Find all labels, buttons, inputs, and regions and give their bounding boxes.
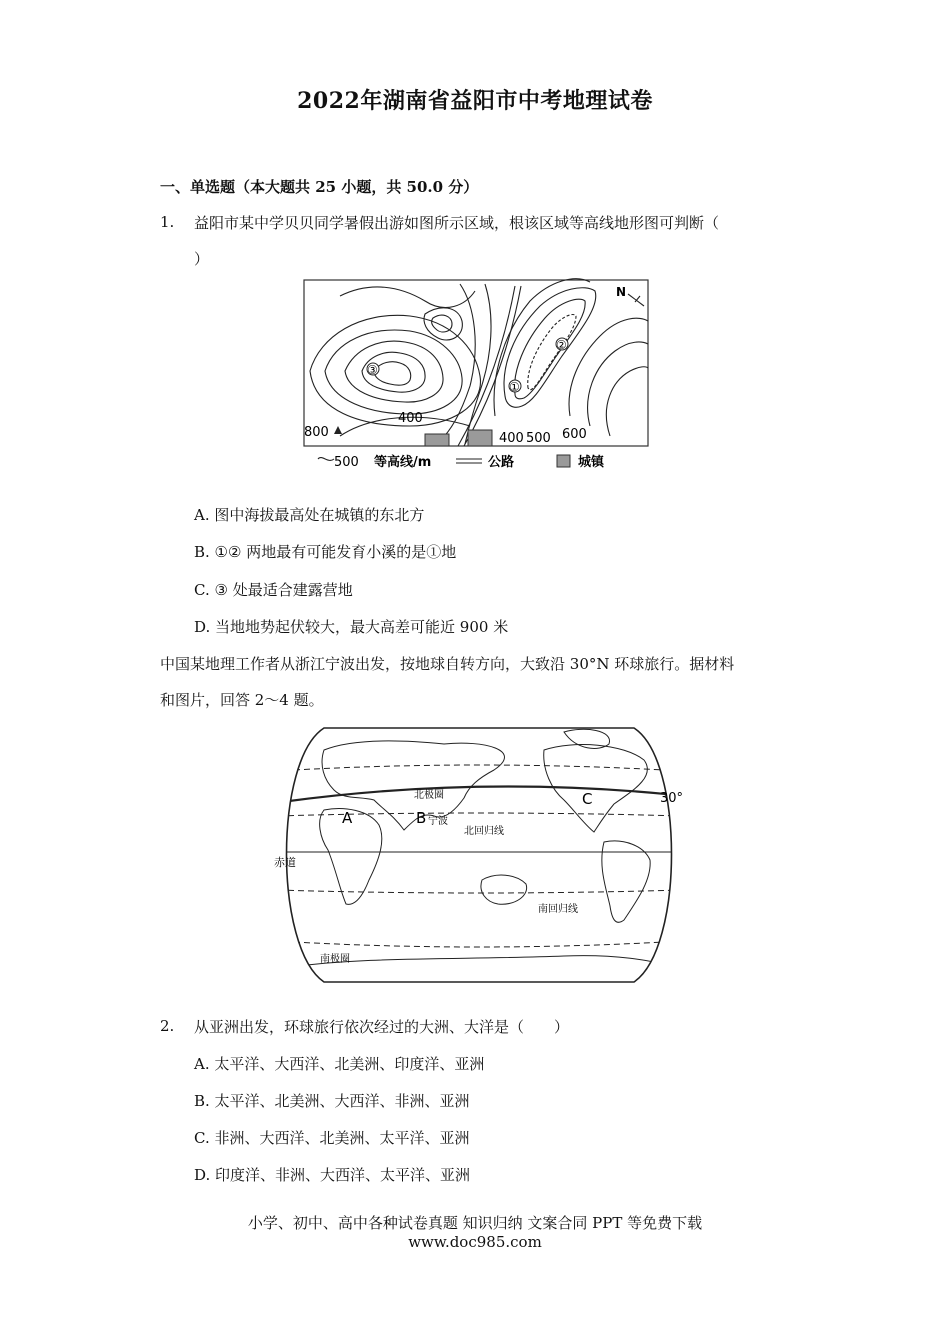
footer-line1: 小学、初中、高中各种试卷真题 知识归纳 文案合同 PPT 等免费下载 xyxy=(247,1214,703,1232)
legend-town-label: 城镇 xyxy=(578,455,605,470)
arctic-circle-label: 北极圈 xyxy=(414,790,444,801)
legend-contour-value: 500 xyxy=(334,455,359,470)
town-block-1 xyxy=(425,434,449,446)
contour-500: 500 xyxy=(526,431,551,446)
q2-option-d: D. 印度洋、非洲、大西洋、太平洋、亚洲 xyxy=(194,1166,471,1184)
q2-number: 2. xyxy=(160,1017,175,1035)
point-a-label: A xyxy=(342,809,353,827)
q1-text-line1: 益阳市某中学贝贝同学暑假出游如图所示区域，根该区域等高线地形图可判断（ xyxy=(194,214,720,232)
passage-line2: 和图片，回答 2～4 题。 xyxy=(160,691,324,709)
legend-contour-label: 等高线/m xyxy=(374,455,432,470)
legend-contour-icon xyxy=(318,458,334,461)
peak-icon xyxy=(334,426,342,434)
point-c-label: C xyxy=(582,790,593,808)
q2-option-a: A. 太平洋、大西洋、北美洲、印度洋、亚洲 xyxy=(194,1055,485,1073)
town-block-2 xyxy=(468,430,492,446)
lat30-label: 30° xyxy=(660,791,684,806)
passage-line1: 中国某地理工作者从浙江宁波出发，按地球自转方向，大致沿 30°N 环球旅行。据材料 xyxy=(160,655,735,673)
contour-400-right: 400 xyxy=(499,431,524,446)
point-1-label: ① xyxy=(509,380,520,394)
road-line-2 xyxy=(464,286,521,446)
tropic-capricorn-label: 南回归线 xyxy=(538,904,578,915)
section-heading: 一、单选题（本大题共 25 小题，共 50.0 分） xyxy=(160,178,479,196)
contour-map xyxy=(300,276,652,476)
point-2-label: ② xyxy=(556,338,567,352)
q1-option-a: A. 图中海拔最高处在城镇的东北方 xyxy=(194,506,425,524)
ningbo-label: 宁波 xyxy=(428,816,448,827)
contour-600: 600 xyxy=(562,427,587,442)
q1-number: 1. xyxy=(160,213,175,231)
point-b-label: B xyxy=(416,809,427,827)
contour-400-left: 400 xyxy=(398,411,423,426)
page-title: 2022年湖南省益阳市中考地理试卷 xyxy=(297,88,653,114)
q1-option-b: B. ①② 两地最有可能发育小溪的是①地 xyxy=(194,543,457,561)
footer-url[interactable]: www.doc985.com xyxy=(408,1233,542,1251)
world-map xyxy=(264,720,694,988)
equator-label: 赤道 xyxy=(274,856,296,869)
q2-text: 从亚洲出发，环球旅行依次经过的大洲、大洋是（ ） xyxy=(194,1018,570,1036)
q1-text-line2: ） xyxy=(194,250,210,268)
contour-lines xyxy=(310,279,648,444)
q2-option-b: B. 太平洋、北美洲、大西洋、非洲、亚洲 xyxy=(194,1092,470,1110)
legend-road-label: 公路 xyxy=(488,455,515,470)
antarctic-circle-label: 南极圈 xyxy=(320,954,350,965)
q2-option-c: C. 非洲、大西洋、北美洲、太平洋、亚洲 xyxy=(194,1129,470,1147)
q1-option-d: D. 当地地势起伏较大，最大高差可能近 900 米 xyxy=(194,618,509,636)
q1-option-c: C. ③ 处最适合建露营地 xyxy=(194,581,353,599)
legend-town-icon xyxy=(557,455,570,467)
north-label: N xyxy=(616,285,627,299)
contour-800: 800 xyxy=(304,425,329,440)
tropic-cancer-label: 北回归线 xyxy=(464,826,504,837)
point-3-label: ③ xyxy=(367,363,378,377)
